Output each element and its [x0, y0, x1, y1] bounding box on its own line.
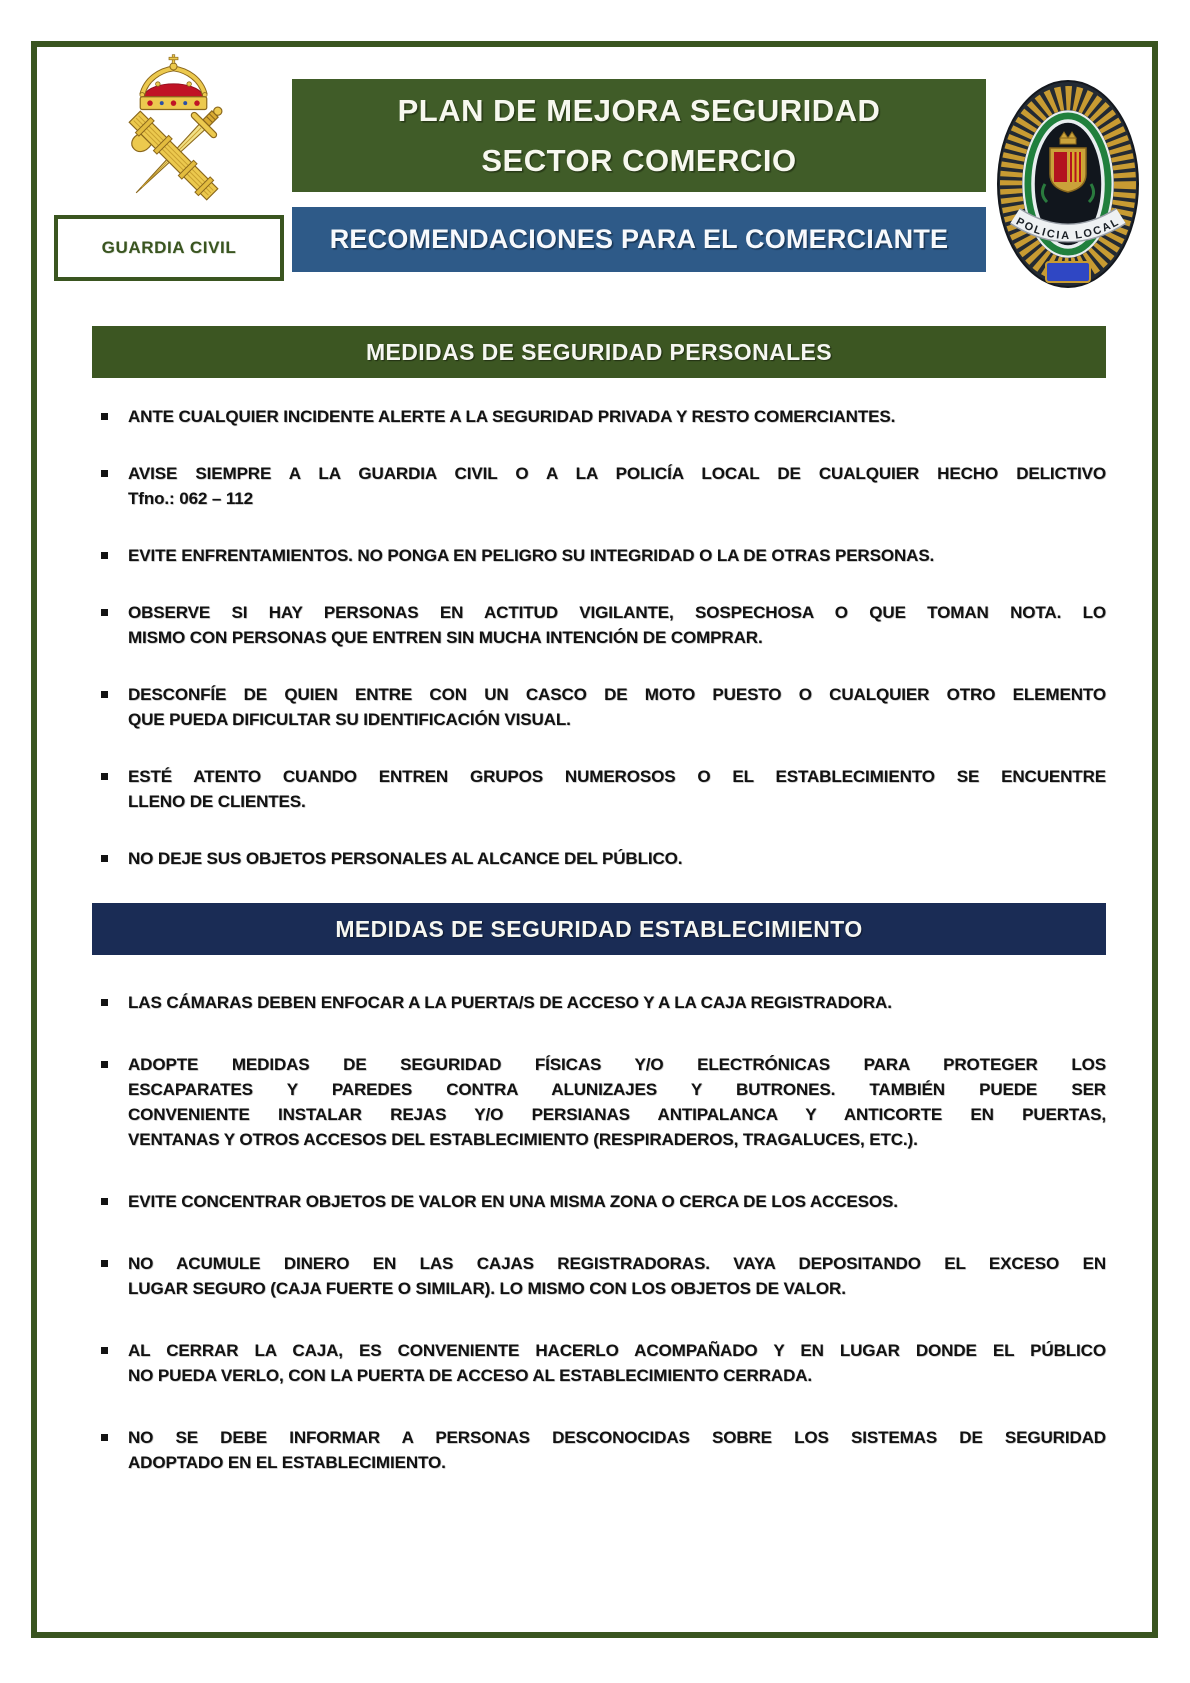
bullet-square-icon: [101, 470, 108, 477]
list-item-text: ESTÉ ATENTO CUANDO ENTREN GRUPOS NUMEROSOS O EL ESTABLECIMIENTO SE ENCUENTRE LLENO DE CLIENTES.: [128, 767, 1106, 811]
list-item-text: LAS CÁMARAS DEBEN ENFOCAR A LA PUERTA/S DE ACCESO Y A LA CAJA REGISTRADORA.: [128, 993, 892, 1012]
bullet-square-icon: [101, 773, 108, 780]
list-item: [101, 682, 1106, 732]
list-item-text: EVITE CONCENTRAR OBJETOS DE VALOR EN UNA MISMA ZONA O CERCA DE LOS ACCESOS.: [128, 1192, 898, 1211]
title-banner: [292, 79, 986, 192]
badge-band-text: POLICIA LOCAL: [1013, 215, 1123, 243]
list-item-text: ADOPTE MEDIDAS DE SEGURIDAD FÍSICAS Y/O ELECTRÓNICAS PARA PROTEGER LOS ESCAPARATES Y PAREDES CONTRA ALUNIZAJES Y BUTRONES. TAMBIÉN PUEDE SER CONVENIENTE INSTALAR REJAS Y/O PERSIANAS ANTIPALANCA Y ANTICORTE EN PUERTAS, VENTANAS Y OTROS ACCESOS DEL ESTABLECIMIENTO (RESPIRADEROS, TRAGALUCES, ETC.).: [128, 1055, 1106, 1149]
list-item-text: OBSERVE SI HAY PERSONAS EN ACTITUD VIGILANTE, SOSPECHOSA O QUE TOMAN NOTA. LO MISMO CON PERSONAS QUE ENTREN SIN MUCHA INTENCIÓN DE COMPRAR.: [128, 603, 1106, 647]
list-item-text: EVITE ENFRENTAMIENTOS. NO PONGA EN PELIGRO SU INTEGRIDAD O LA DE OTRAS PERSONAS.: [128, 546, 935, 565]
crown-icon: [140, 55, 207, 110]
bullet-square-icon: [101, 609, 108, 616]
bullet-square-icon: [101, 1198, 108, 1205]
title-line2: SECTOR COMERCIO: [481, 142, 797, 178]
list-item-text: ANTE CUALQUIER INCIDENTE ALERTE A LA SEGURIDAD PRIVADA Y RESTO COMERCIANTES.: [128, 407, 896, 426]
section-header-personales: [92, 326, 1106, 378]
list-item: [101, 543, 1106, 568]
bullet-square-icon: [101, 1347, 108, 1354]
list-item: [101, 461, 1106, 511]
section-heading-text: MEDIDAS DE SEGURIDAD PERSONALES: [365, 338, 833, 365]
list-item-text: AVISE SIEMPRE A LA GUARDIA CIVIL O A LA POLICÍA LOCAL DE CUALQUIER HECHO DELICTIVO Tfno.: 062 – 112: [128, 464, 1106, 508]
list-item-text: NO ACUMULE DINERO EN LAS CAJAS REGISTRADORAS. VAYA DEPOSITANDO EL EXCESO EN LUGAR SEGURO (CAJA FUERTE O SIMILAR). LO MISMO CON LOS OBJETOS DE VALOR.: [128, 1254, 1106, 1298]
guardia-civil-label-box: [54, 215, 284, 281]
policia-local-badge: [993, 76, 1143, 296]
bullet-square-icon: [101, 999, 108, 1006]
bullet-square-icon: [101, 552, 108, 559]
section-establecimiento-list: [101, 990, 1106, 1512]
bullet-square-icon: [101, 1260, 108, 1267]
subtitle-banner: [292, 207, 986, 272]
list-item-text: AL CERRAR LA CAJA, ES CONVENIENTE HACERLO ACOMPAÑADO Y EN LUGAR DONDE EL PÚBLICO NO PUEDA VERLO, CON LA PUERTA DE ACCESO AL ESTABLECIMIENTO CERRADA.: [128, 1341, 1106, 1385]
section-personales-list: [101, 404, 1106, 903]
list-item: [101, 1338, 1106, 1388]
org-label: GUARDIA CIVIL: [101, 238, 237, 257]
section-header-establecimiento: [92, 903, 1106, 955]
list-item: [101, 1189, 1106, 1214]
bullet-square-icon: [101, 413, 108, 420]
section-heading-text: MEDIDAS DE SEGURIDAD ESTABLECIMIENTO: [335, 915, 863, 942]
list-item: [101, 1052, 1106, 1152]
list-item-text: DESCONFÍE DE QUIEN ENTRE CON UN CASCO DE MOTO PUESTO O CUALQUIER OTRO ELEMENTO QUE PUEDA DIFICULTAR SU IDENTIFICACIÓN VISUAL.: [128, 685, 1106, 729]
list-item: [101, 764, 1106, 814]
subtitle-text: RECOMENDACIONES PARA EL COMERCIANTE: [329, 224, 949, 254]
guardia-civil-emblem-icon: [105, 53, 242, 211]
list-item: [101, 1425, 1106, 1475]
badge-blue-panel: [1046, 262, 1090, 282]
list-item: [101, 846, 1106, 871]
list-item: [101, 404, 1106, 429]
bullet-square-icon: [101, 691, 108, 698]
list-item-text: NO DEJE SUS OBJETOS PERSONALES AL ALCANCE DEL PÚBLICO.: [128, 849, 683, 868]
list-item-text: NO SE DEBE INFORMAR A PERSONAS DESCONOCIDAS SOBRE LOS SISTEMAS DE SEGURIDAD ADOPTADO EN EL ESTABLECIMIENTO.: [128, 1428, 1106, 1472]
bullet-square-icon: [101, 1434, 108, 1441]
bullet-square-icon: [101, 1061, 108, 1068]
list-item: [101, 600, 1106, 650]
title-line1: PLAN DE MEJORA SEGURIDAD: [397, 92, 881, 128]
list-item: [101, 990, 1106, 1015]
bullet-square-icon: [101, 855, 108, 862]
list-item: [101, 1251, 1106, 1301]
